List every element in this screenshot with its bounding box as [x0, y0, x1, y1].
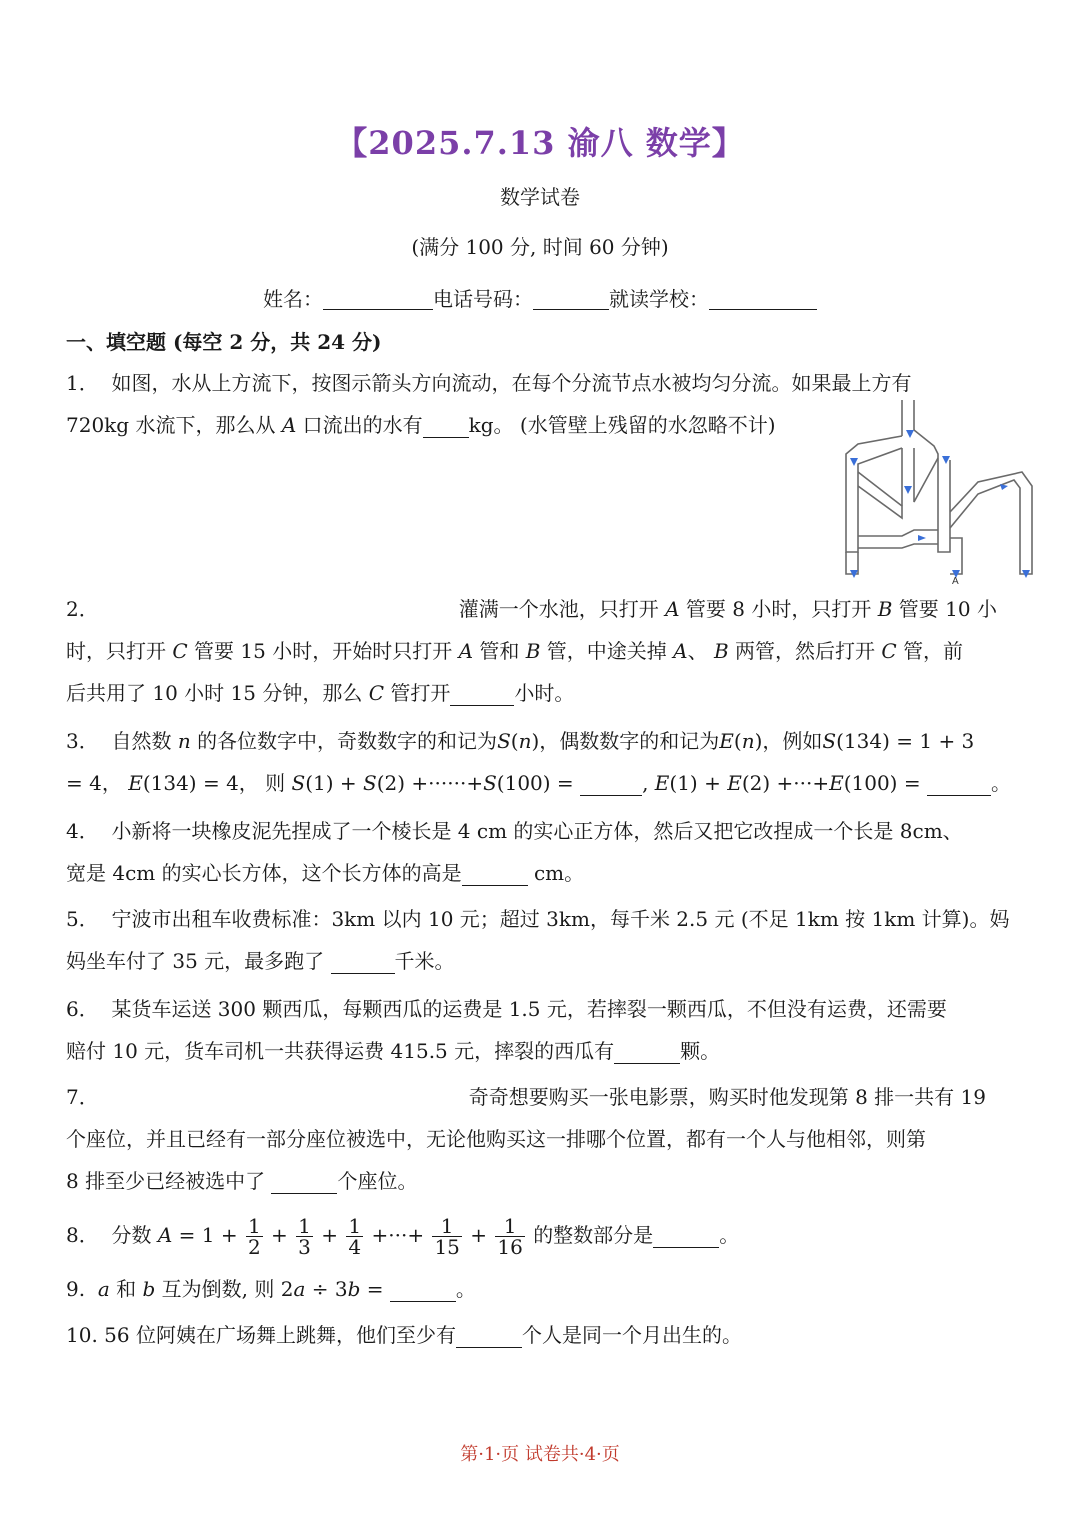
question-text: 个座位，并且已经有一部分座位被选中，无论他购买这一排哪个位置，都有一个人与他相邻，则第: [66, 1127, 926, 1151]
question-5: [66, 898, 1016, 982]
numerator: 1: [298, 1214, 311, 1238]
question-text: 小新将一块橡皮泥先捏成了一个棱长是 4 cm 的实心正方体，然后又把它改捏成一个长是 8cm、: [111, 819, 963, 843]
numerator: 1: [348, 1214, 362, 1238]
question-text: = 4，: [66, 771, 122, 795]
pipe-outlet-a: [950, 538, 962, 574]
answer-blank[interactable]: [331, 951, 395, 974]
question-number: 10.: [66, 1323, 98, 1347]
school-blank[interactable]: [709, 289, 817, 310]
question-text: 后共用了 10 小时 15 分钟，那么: [66, 681, 363, 705]
question-2: [66, 588, 1016, 714]
answer-blank[interactable]: [580, 773, 642, 796]
page-subtitle: 数学试卷: [500, 185, 580, 209]
question-text: (134) = 4， 则: [142, 771, 286, 795]
flow-arrow-icon: [904, 486, 912, 494]
fraction-1-2: [246, 1216, 263, 1257]
question-text: 56 位阿姨在广场舞上跳舞，他们至少有: [104, 1323, 456, 1347]
variable: n: [741, 729, 755, 753]
flow-arrow-icon: [906, 430, 914, 438]
question-text: 妈坐车付了 35 元，最多跑了: [66, 949, 325, 973]
answer-blank[interactable]: [271, 1171, 337, 1194]
question-10: [66, 1314, 1016, 1356]
question-text: 8 排至少已经被选中了: [66, 1169, 266, 1193]
phone-blank[interactable]: [533, 289, 609, 310]
plus-sign: +: [271, 1223, 288, 1247]
question-text: (2) +······+: [376, 771, 484, 795]
question-text: 的整数部分是: [533, 1223, 654, 1247]
variable: C: [368, 681, 384, 705]
fraction-1-16: [495, 1216, 524, 1257]
question-text: (: [510, 729, 519, 753]
question-9: [66, 1268, 1016, 1310]
answer-blank[interactable]: [462, 863, 528, 886]
question-text: 管，前: [903, 639, 964, 663]
question-text: (1) +: [669, 771, 721, 795]
question-text: cm。: [533, 861, 585, 885]
water-pipe-figure: [838, 398, 1034, 586]
answer-blank[interactable]: [423, 415, 469, 438]
variable: A: [673, 639, 688, 663]
question-text: ÷ 3: [311, 1277, 348, 1301]
question-text: (: [733, 729, 742, 753]
variable: A: [665, 597, 680, 621]
question-text: 分数: [111, 1223, 152, 1247]
denominator: 3: [298, 1235, 311, 1259]
question-number: 1．: [66, 371, 99, 395]
question-number: 8．: [66, 1223, 99, 1247]
outlet-a-label: A: [952, 576, 959, 586]
variable: b: [347, 1277, 361, 1301]
question-text: (2) +···+: [741, 771, 830, 795]
variable: S: [363, 771, 377, 795]
question-text: kg。 (水管壁上残留的水忽略不计): [468, 413, 776, 437]
numerator: 1: [432, 1216, 461, 1237]
question-text: 管，中途关掉: [546, 639, 667, 663]
question-text: )，偶数数字的和记为: [531, 729, 720, 753]
question-text: 某货车运送 300 颗西瓜，每颗西瓜的运费是 1.5 元，若摔裂一颗西瓜，不但没有运费，还需要: [111, 997, 947, 1021]
question-text: 奇奇想要购买一张电影票，购买时他发现第 8 排一共有 19: [468, 1085, 986, 1109]
pipe-left: [846, 436, 902, 552]
variable: a: [293, 1277, 306, 1301]
question-8: [66, 1210, 1016, 1260]
variable: S: [483, 771, 497, 795]
flow-arrow-icon: [1000, 484, 1008, 490]
denominator: 15: [434, 1235, 460, 1259]
question-text: 小时。: [514, 681, 575, 705]
flow-arrow-icon: [942, 456, 950, 464]
question-number: 5．: [66, 907, 99, 931]
question-text: =: [366, 1277, 384, 1301]
variable: A: [458, 639, 474, 663]
pipe-inner: [902, 448, 938, 506]
question-text: 互为倒数, 则 2: [161, 1277, 294, 1301]
question-text: 管要 10 小: [898, 597, 997, 621]
question-number: 7．: [66, 1085, 99, 1109]
variable: S: [497, 729, 511, 753]
question-text: 时，只打开: [66, 639, 166, 663]
question-text: (1) +: [305, 771, 357, 795]
question-text: (100) =: [843, 771, 921, 795]
question-text: 个人是同一个月出生的。: [521, 1323, 742, 1347]
question-text: 颗。: [680, 1039, 721, 1063]
question-text: 个座位。: [337, 1169, 418, 1193]
fraction-1-4: [346, 1216, 363, 1257]
question-text: 灌满一个水池，只打开: [458, 597, 659, 621]
question-text: 两管，然后打开: [735, 639, 876, 663]
name-label: 姓名：: [263, 287, 323, 311]
name-blank[interactable]: [323, 289, 433, 310]
question-text: 管要 8 小时，只打开: [685, 597, 872, 621]
denominator: 2: [247, 1235, 261, 1259]
question-text: 的各位数字中，奇数数字的和记为: [197, 729, 498, 753]
flow-arrow-icon: [918, 535, 926, 541]
page-footer: 第·1·页 试卷共·4·页: [460, 1444, 620, 1465]
question-text: (134) = 1 + 3: [836, 729, 975, 753]
question-3: 3． 自然数 n 的各位数字中，奇数数字的和记为S(n)，偶数数字的和记为E(n)，例如S(134) = 1 + 3 = 4， E(134) = 4， 则 S(1) + S(2) +······+S(100) = , E(1) + E(2) +···+E(100) = 。: [66, 729, 1011, 795]
denominator: 4: [348, 1235, 362, 1259]
variable: b: [142, 1277, 156, 1301]
question-number: 2．: [66, 597, 99, 621]
question-number: 3．: [66, 729, 99, 753]
plus-sign: +: [321, 1223, 339, 1247]
question-text: 口流出的水有: [302, 413, 423, 437]
variable: n: [177, 729, 191, 753]
variable: S: [291, 771, 306, 795]
variable: E: [829, 771, 844, 795]
variable: C: [172, 639, 188, 663]
variable: A: [281, 413, 297, 437]
numerator: 1: [495, 1216, 524, 1237]
question-text: 管打开: [390, 681, 451, 705]
variable: n: [518, 729, 532, 753]
pipe-diagonal: [858, 472, 902, 518]
question-7: [66, 1076, 1016, 1202]
variable: E: [727, 771, 742, 795]
question-text: 。: [455, 1277, 476, 1301]
fraction-1-3: [296, 1216, 313, 1257]
variable: a: [97, 1277, 110, 1301]
variable: C: [881, 639, 897, 663]
variable: B: [877, 597, 893, 621]
school-label: 就读学校：: [609, 287, 709, 311]
question-4: [66, 810, 1016, 894]
answer-blank[interactable]: [927, 773, 991, 796]
question-number: 6．: [66, 997, 99, 1021]
score-time-note: (满分 100 分, 时间 60 分钟): [411, 235, 669, 259]
question-text: 宁波市出租车收费标准：3km 以内 10 元；超过 3km，每千米 2.5 元 (不足 1km 按 1km 计算)。妈: [111, 907, 1010, 931]
question-number: 9.: [66, 1277, 86, 1301]
question-text: 自然数: [111, 729, 172, 753]
variable: E: [128, 771, 143, 795]
variable: E: [654, 771, 670, 795]
question-text: 和: [116, 1277, 137, 1301]
numerator: 1: [247, 1214, 261, 1238]
question-text: (100) =: [496, 771, 574, 795]
variable: A: [157, 1223, 173, 1247]
pipe-bottom-left: [858, 530, 938, 548]
flow-arrow-icon: [850, 458, 858, 466]
variable: B: [713, 639, 729, 663]
section-title: 一、填空题 (每空 2 分，共 24 分): [66, 330, 382, 354]
question-text: 。: [990, 771, 1011, 795]
phone-label: 电话号码：: [433, 287, 533, 311]
variable: E: [719, 729, 734, 753]
question-text: 赔付 10 元，货车司机一共获得运费 415.5 元，摔裂的西瓜有: [66, 1039, 615, 1063]
variable: S: [822, 729, 837, 753]
answer-blank[interactable]: [450, 683, 514, 706]
variable: B: [525, 639, 541, 663]
question-text: 管要 15 小时，开始时只打开: [194, 639, 453, 663]
fraction-1-15: [432, 1216, 461, 1257]
question-text: 。: [719, 1223, 740, 1247]
question-6: [66, 988, 1016, 1072]
question-text: 、: [687, 639, 708, 663]
question-text: 如图，水从上方流下，按图示箭头方向流动，在每个分流节点水被均匀分流。如果最上方有: [111, 371, 912, 395]
question-text: = 1 +: [178, 1223, 238, 1247]
answer-blank[interactable]: [614, 1041, 680, 1064]
question-text: 千米。: [394, 949, 455, 973]
question-text: ，例如: [762, 729, 823, 753]
answer-blank[interactable]: [653, 1225, 719, 1248]
answer-blank[interactable]: [390, 1279, 456, 1302]
student-info-row: [0, 283, 1080, 312]
question-text: 宽是 4cm 的实心长方体，这个长方体的高是: [66, 861, 462, 885]
ellipsis-sign: +···+: [371, 1223, 425, 1247]
answer-blank[interactable]: [456, 1325, 522, 1348]
plus-sign: +: [470, 1223, 488, 1247]
denominator: 16: [497, 1235, 523, 1259]
page-title: 【2025.7.13 渝八 数学】: [335, 124, 745, 162]
question-text: 管和: [479, 639, 520, 663]
question-text: ,: [642, 771, 649, 795]
question-number: 4．: [66, 819, 99, 843]
question-text: 720kg 水流下，那么从: [66, 413, 276, 437]
